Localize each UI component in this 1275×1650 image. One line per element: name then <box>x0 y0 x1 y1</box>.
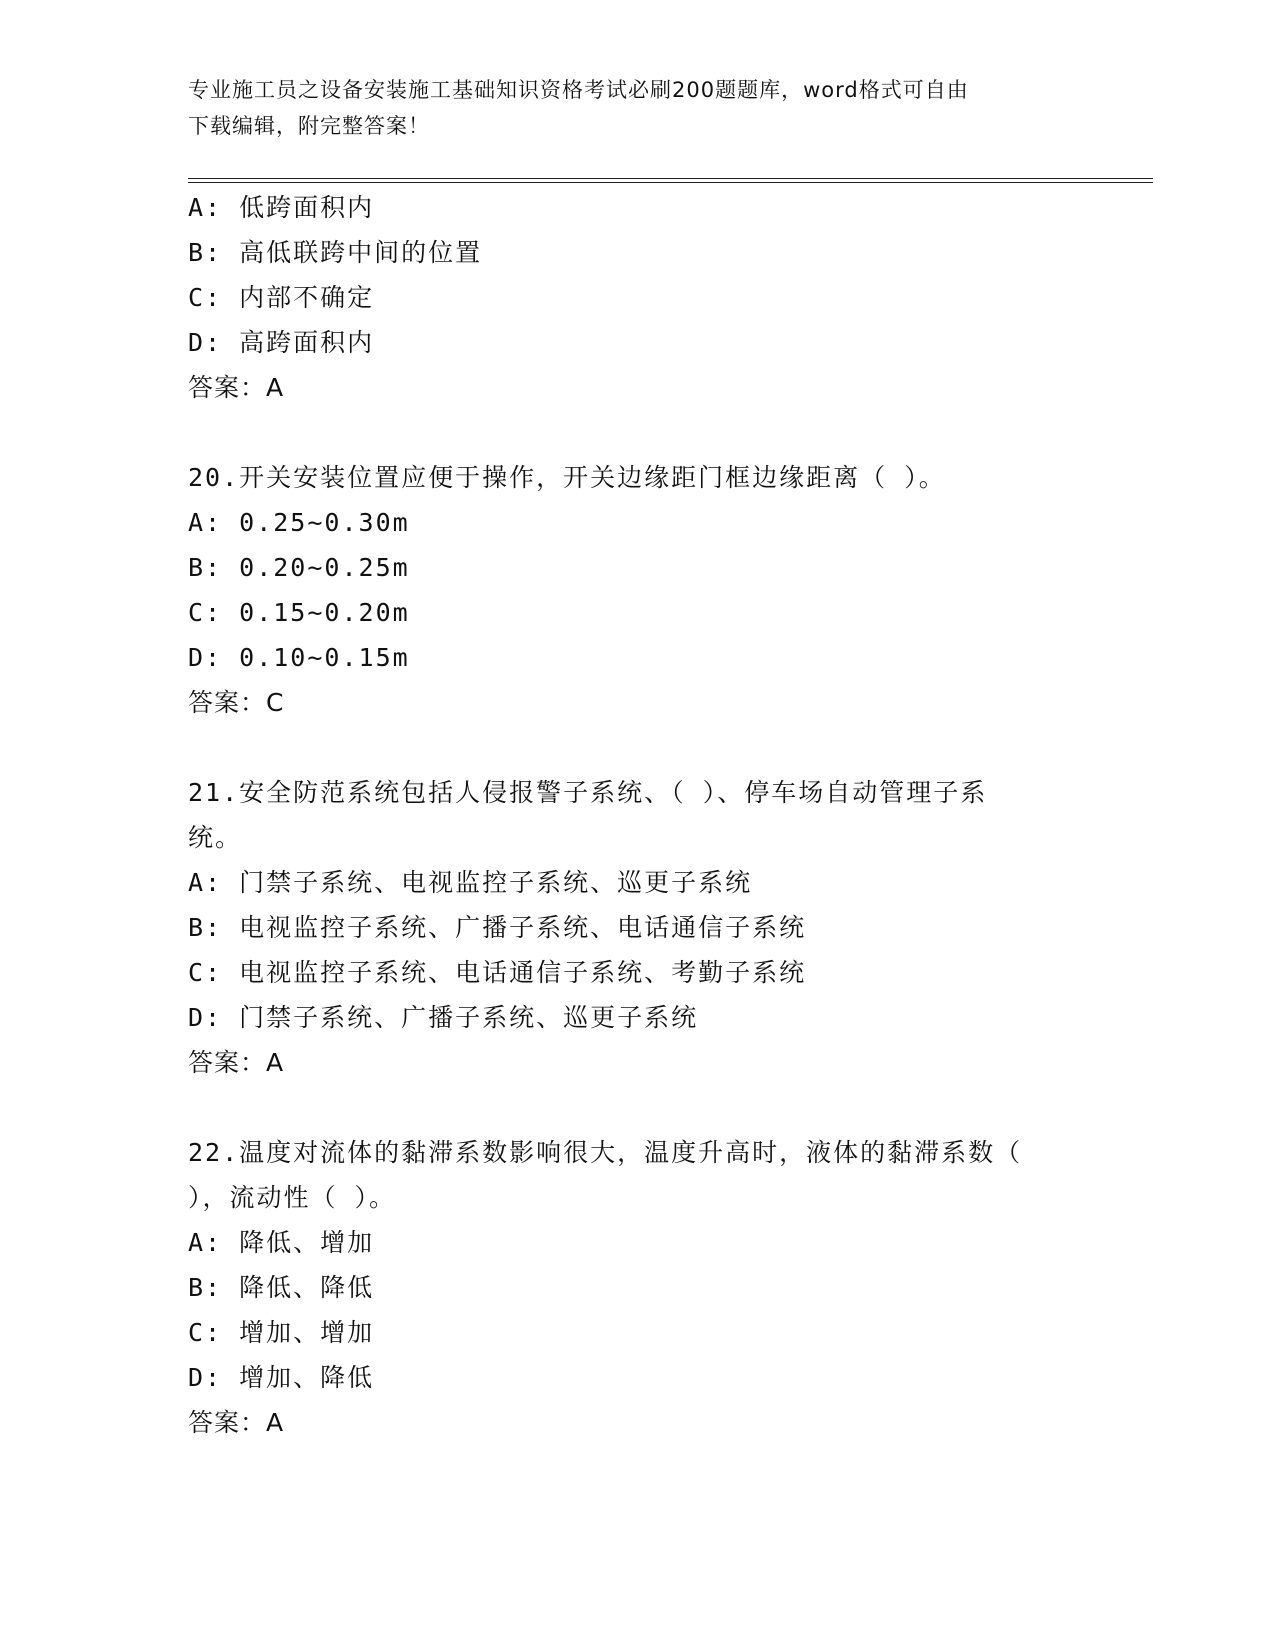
q20-option-b: B: 0.20~0.25m <box>188 553 410 582</box>
q22-option-d: D: 增加、降低 <box>188 1363 375 1392</box>
q19-option-d: D: 高跨面积内 <box>188 328 375 357</box>
q20-option-c: C: 0.15~0.20m <box>188 598 410 627</box>
q19-option-b: B: 高低联跨中间的位置 <box>188 238 483 267</box>
q22-option-a: A: 降低、增加 <box>188 1228 375 1257</box>
header-divider-bottom <box>188 182 1153 183</box>
q21-stem-line1: 21.安全防范系统包括人侵报警子系统、（ ）、停车场自动管理子系 <box>188 778 988 807</box>
q22-answer: 答案：A <box>188 1408 285 1437</box>
q22-stem-line2: ），流动性（ ）。 <box>188 1183 397 1212</box>
q20-option-a: A: 0.25~0.30m <box>188 508 410 537</box>
q20-stem: 20.开关安装位置应便于操作，开关边缘距门框边缘距离（ ）。 <box>188 463 946 492</box>
q21-option-b: B: 电视监控子系统、广播子系统、电话通信子系统 <box>188 913 807 942</box>
q22-option-c: C: 增加、增加 <box>188 1318 375 1347</box>
q21-option-a: A: 门禁子系统、电视监控子系统、巡更子系统 <box>188 868 753 897</box>
q19-option-c: C: 内部不确定 <box>188 283 375 312</box>
q22-option-b: B: 降低、降低 <box>188 1273 375 1302</box>
header-divider-top <box>188 178 1153 179</box>
q20-answer: 答案：C <box>188 688 285 717</box>
q21-option-c: C: 电视监控子系统、电话通信子系统、考勤子系统 <box>188 958 807 987</box>
q21-stem-line2: 统。 <box>188 823 243 852</box>
q19-answer: 答案：A <box>188 373 285 402</box>
q21-option-d: D: 门禁子系统、广播子系统、巡更子系统 <box>188 1003 699 1032</box>
q21-answer: 答案：A <box>188 1048 285 1077</box>
q20-option-d: D: 0.10~0.15m <box>188 643 410 672</box>
document-header: 专业施工员之设备安装施工基础知识资格考试必刷200题题库，word格式可自由 下载编辑，附完整答案！ <box>188 78 969 138</box>
q19-option-a: A: 低跨面积内 <box>188 193 375 222</box>
q22-stem-line1: 22.温度对流体的黏滞系数影响很大，温度升高时，液体的黏滞系数（ <box>188 1138 1023 1167</box>
